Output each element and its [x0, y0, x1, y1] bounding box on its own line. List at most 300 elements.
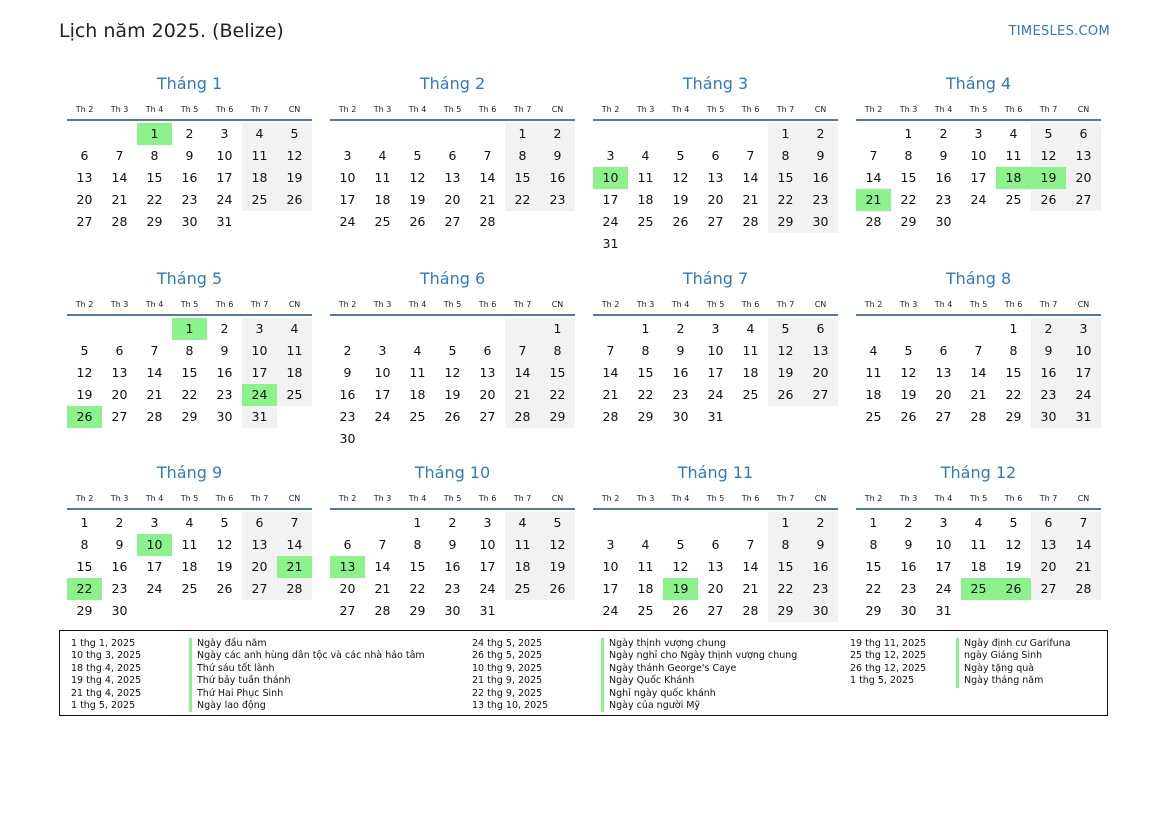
day-cell[interactable]: 18: [865, 387, 882, 402]
day-cell[interactable]: 22: [865, 581, 882, 596]
day-cell[interactable]: 28: [111, 214, 128, 229]
day-cell[interactable]: 8: [150, 148, 159, 163]
day-cell[interactable]: 20: [444, 192, 461, 207]
day-cell[interactable]: 4: [641, 537, 650, 552]
day-cell[interactable]: 7: [378, 537, 387, 552]
day-cell[interactable]: 20: [242, 556, 277, 578]
day-cell[interactable]: 13: [76, 170, 93, 185]
day-cell[interactable]: 11: [865, 365, 882, 380]
day-cell[interactable]: 30: [216, 409, 233, 424]
day-cell[interactable]: 11: [505, 534, 540, 556]
day-cell[interactable]: 24: [602, 603, 619, 618]
day-cell[interactable]: 14: [374, 559, 391, 574]
day-cell[interactable]: 24: [602, 214, 619, 229]
day-cell[interactable]: 27: [444, 214, 461, 229]
day-cell[interactable]: 14: [865, 170, 882, 185]
day-cell[interactable]: 23: [672, 387, 689, 402]
day-cell[interactable]: 27: [803, 384, 838, 406]
day-cell[interactable]: 6: [711, 537, 720, 552]
day-cell[interactable]: 13: [444, 170, 461, 185]
day-cell[interactable]: 4: [1009, 126, 1018, 141]
day-cell[interactable]: 4: [974, 515, 983, 530]
day-cell[interactable]: 8: [768, 534, 803, 556]
day-cell[interactable]: 13: [1066, 145, 1101, 167]
day-cell[interactable]: 12: [1031, 145, 1066, 167]
day-cell[interactable]: 22: [768, 189, 803, 211]
day-cell[interactable]: 11: [742, 343, 759, 358]
day-cell[interactable]: 15: [540, 362, 575, 384]
day-cell[interactable]: 2: [1031, 318, 1066, 340]
day-cell[interactable]: 28: [865, 214, 882, 229]
day-cell[interactable]: 7: [483, 148, 492, 163]
day-cell[interactable]: 8: [641, 343, 650, 358]
day-cell[interactable]: 1: [137, 123, 172, 145]
day-cell[interactable]: 5: [676, 537, 685, 552]
day-cell[interactable]: 25: [242, 189, 277, 211]
day-cell[interactable]: 30: [1031, 406, 1066, 428]
day-cell[interactable]: 8: [505, 145, 540, 167]
day-cell[interactable]: 10: [707, 343, 724, 358]
day-cell[interactable]: 8: [540, 340, 575, 362]
day-cell[interactable]: 14: [277, 534, 312, 556]
day-cell[interactable]: 31: [479, 603, 496, 618]
day-cell[interactable]: 31: [935, 603, 952, 618]
day-cell[interactable]: 4: [641, 148, 650, 163]
day-cell[interactable]: 26: [409, 214, 426, 229]
day-cell[interactable]: 3: [606, 537, 615, 552]
day-cell[interactable]: 26: [900, 409, 917, 424]
day-cell[interactable]: 6: [711, 148, 720, 163]
day-cell[interactable]: 29: [865, 603, 882, 618]
day-cell[interactable]: 26: [768, 384, 803, 406]
day-cell[interactable]: 9: [676, 343, 685, 358]
day-cell[interactable]: 18: [970, 559, 987, 574]
day-cell[interactable]: 29: [146, 214, 163, 229]
day-cell[interactable]: 22: [540, 384, 575, 406]
day-cell[interactable]: 3: [343, 148, 352, 163]
day-cell[interactable]: 5: [277, 123, 312, 145]
day-cell[interactable]: 14: [479, 170, 496, 185]
day-cell[interactable]: 10: [479, 537, 496, 552]
day-cell[interactable]: 1: [505, 123, 540, 145]
day-cell[interactable]: 23: [935, 192, 952, 207]
day-cell[interactable]: 6: [483, 343, 492, 358]
day-cell[interactable]: 17: [479, 559, 496, 574]
day-cell[interactable]: 3: [483, 515, 492, 530]
day-cell[interactable]: 4: [746, 321, 755, 336]
day-cell[interactable]: 26: [672, 603, 689, 618]
day-cell[interactable]: 28: [505, 406, 540, 428]
day-cell[interactable]: 23: [540, 189, 575, 211]
day-cell[interactable]: 25: [961, 578, 996, 600]
day-cell[interactable]: 31: [242, 406, 277, 428]
day-cell[interactable]: 3: [711, 321, 720, 336]
day-cell[interactable]: 12: [409, 170, 426, 185]
day-cell[interactable]: 11: [409, 365, 426, 380]
day-cell[interactable]: 19: [768, 362, 803, 384]
day-cell[interactable]: 3: [939, 515, 948, 530]
day-cell[interactable]: 10: [374, 365, 391, 380]
day-cell[interactable]: 18: [242, 167, 277, 189]
day-cell[interactable]: 20: [707, 581, 724, 596]
day-cell[interactable]: 6: [115, 343, 124, 358]
day-cell[interactable]: 21: [602, 387, 619, 402]
day-cell[interactable]: 4: [242, 123, 277, 145]
day-cell[interactable]: 1: [768, 512, 803, 534]
day-cell[interactable]: 9: [185, 148, 194, 163]
day-cell[interactable]: 8: [185, 343, 194, 358]
day-cell[interactable]: 18: [637, 192, 654, 207]
day-cell[interactable]: 24: [707, 387, 724, 402]
day-cell[interactable]: 24: [970, 192, 987, 207]
day-cell[interactable]: 15: [768, 167, 803, 189]
day-cell[interactable]: 8: [904, 148, 913, 163]
day-cell[interactable]: 28: [277, 578, 312, 600]
day-cell[interactable]: 17: [707, 365, 724, 380]
day-cell[interactable]: 12: [76, 365, 93, 380]
day-cell[interactable]: 23: [803, 578, 838, 600]
day-cell[interactable]: 7: [1066, 512, 1101, 534]
day-cell[interactable]: 12: [444, 365, 461, 380]
day-cell[interactable]: 9: [448, 537, 457, 552]
day-cell[interactable]: 3: [220, 126, 229, 141]
day-cell[interactable]: 5: [904, 343, 913, 358]
day-cell[interactable]: 29: [540, 406, 575, 428]
day-cell[interactable]: 27: [707, 214, 724, 229]
day-cell[interactable]: 19: [216, 559, 233, 574]
day-cell[interactable]: 14: [742, 559, 759, 574]
day-cell[interactable]: 24: [1066, 384, 1101, 406]
day-cell[interactable]: 18: [742, 365, 759, 380]
day-cell[interactable]: 7: [606, 343, 615, 358]
day-cell[interactable]: 5: [220, 515, 229, 530]
day-cell[interactable]: 9: [115, 537, 124, 552]
day-cell[interactable]: 12: [672, 170, 689, 185]
day-cell[interactable]: 14: [1066, 534, 1101, 556]
day-cell[interactable]: 21: [742, 581, 759, 596]
day-cell[interactable]: 10: [339, 170, 356, 185]
day-cell[interactable]: 21: [505, 384, 540, 406]
day-cell[interactable]: 14: [742, 170, 759, 185]
day-cell[interactable]: 9: [220, 343, 229, 358]
day-cell[interactable]: 12: [216, 537, 233, 552]
day-cell[interactable]: 4: [277, 318, 312, 340]
day-cell[interactable]: 13: [330, 556, 365, 578]
day-cell[interactable]: 30: [803, 211, 838, 233]
day-cell[interactable]: 19: [1005, 559, 1022, 574]
day-cell[interactable]: 11: [374, 170, 391, 185]
day-cell[interactable]: 27: [1031, 578, 1066, 600]
day-cell[interactable]: 25: [409, 409, 426, 424]
day-cell[interactable]: 15: [505, 167, 540, 189]
day-cell[interactable]: 2: [939, 126, 948, 141]
day-cell[interactable]: 24: [146, 581, 163, 596]
day-cell[interactable]: 7: [869, 148, 878, 163]
day-cell[interactable]: 16: [803, 556, 838, 578]
day-cell[interactable]: 4: [413, 343, 422, 358]
day-cell[interactable]: 21: [146, 387, 163, 402]
day-cell[interactable]: 11: [242, 145, 277, 167]
day-cell[interactable]: 25: [637, 603, 654, 618]
day-cell[interactable]: 27: [111, 409, 128, 424]
day-cell[interactable]: 28: [742, 214, 759, 229]
day-cell[interactable]: 26: [672, 214, 689, 229]
day-cell[interactable]: 8: [869, 537, 878, 552]
day-cell[interactable]: 17: [602, 581, 619, 596]
day-cell[interactable]: 19: [663, 578, 698, 600]
day-cell[interactable]: 20: [111, 387, 128, 402]
day-cell[interactable]: 7: [746, 148, 755, 163]
day-cell[interactable]: 8: [80, 537, 89, 552]
day-cell[interactable]: 25: [505, 578, 540, 600]
day-cell[interactable]: 17: [602, 192, 619, 207]
day-cell[interactable]: 1: [641, 321, 650, 336]
day-cell[interactable]: 7: [115, 148, 124, 163]
day-cell[interactable]: 2: [904, 515, 913, 530]
day-cell[interactable]: 24: [216, 192, 233, 207]
day-cell[interactable]: 6: [343, 537, 352, 552]
day-cell[interactable]: 15: [637, 365, 654, 380]
day-cell[interactable]: 18: [409, 387, 426, 402]
day-cell[interactable]: 22: [1005, 387, 1022, 402]
day-cell[interactable]: 9: [803, 145, 838, 167]
day-cell[interactable]: 10: [216, 148, 233, 163]
day-cell[interactable]: 3: [378, 343, 387, 358]
day-cell[interactable]: 12: [672, 559, 689, 574]
day-cell[interactable]: 23: [444, 581, 461, 596]
day-cell[interactable]: 14: [505, 362, 540, 384]
day-cell[interactable]: 21: [1066, 556, 1101, 578]
day-cell[interactable]: 11: [277, 340, 312, 362]
day-cell[interactable]: 8: [413, 537, 422, 552]
day-cell[interactable]: 22: [900, 192, 917, 207]
day-cell[interactable]: 22: [637, 387, 654, 402]
day-cell[interactable]: 1: [869, 515, 878, 530]
day-cell[interactable]: 24: [339, 214, 356, 229]
day-cell[interactable]: 2: [448, 515, 457, 530]
day-cell[interactable]: 2: [220, 321, 229, 336]
day-cell[interactable]: 13: [707, 559, 724, 574]
day-cell[interactable]: 13: [803, 340, 838, 362]
day-cell[interactable]: 6: [1066, 123, 1101, 145]
day-cell[interactable]: 3: [974, 126, 983, 141]
day-cell[interactable]: 22: [768, 578, 803, 600]
day-cell[interactable]: 25: [374, 214, 391, 229]
day-cell[interactable]: 30: [900, 603, 917, 618]
day-cell[interactable]: 25: [637, 214, 654, 229]
day-cell[interactable]: 16: [900, 559, 917, 574]
day-cell[interactable]: 16: [1031, 362, 1066, 384]
day-cell[interactable]: 9: [1031, 340, 1066, 362]
day-cell[interactable]: 23: [900, 581, 917, 596]
day-cell[interactable]: 29: [637, 409, 654, 424]
day-cell[interactable]: 4: [378, 148, 387, 163]
day-cell[interactable]: 21: [111, 192, 128, 207]
day-cell[interactable]: 19: [672, 192, 689, 207]
day-cell[interactable]: 27: [1066, 189, 1101, 211]
day-cell[interactable]: 21: [742, 192, 759, 207]
day-cell[interactable]: 6: [448, 148, 457, 163]
day-cell[interactable]: 1: [80, 515, 89, 530]
day-cell[interactable]: 22: [505, 189, 540, 211]
day-cell[interactable]: 30: [444, 603, 461, 618]
day-cell[interactable]: 1: [904, 126, 913, 141]
day-cell[interactable]: 19: [900, 387, 917, 402]
day-cell[interactable]: 4: [869, 343, 878, 358]
day-cell[interactable]: 4: [505, 512, 540, 534]
day-cell[interactable]: 5: [1031, 123, 1066, 145]
day-cell[interactable]: 28: [970, 409, 987, 424]
day-cell[interactable]: 7: [974, 343, 983, 358]
day-cell[interactable]: 6: [803, 318, 838, 340]
day-cell[interactable]: 17: [339, 192, 356, 207]
day-cell[interactable]: 9: [939, 148, 948, 163]
day-cell[interactable]: 27: [935, 409, 952, 424]
day-cell[interactable]: 21: [856, 189, 891, 211]
day-cell[interactable]: 5: [540, 512, 575, 534]
day-cell[interactable]: 1: [1009, 321, 1018, 336]
day-cell[interactable]: 30: [111, 603, 128, 618]
day-cell[interactable]: 15: [409, 559, 426, 574]
day-cell[interactable]: 21: [970, 387, 987, 402]
day-cell[interactable]: 23: [339, 409, 356, 424]
day-cell[interactable]: 15: [76, 559, 93, 574]
day-cell[interactable]: 15: [146, 170, 163, 185]
day-cell[interactable]: 28: [602, 409, 619, 424]
day-cell[interactable]: 22: [409, 581, 426, 596]
day-cell[interactable]: 26: [996, 578, 1031, 600]
day-cell[interactable]: 20: [803, 362, 838, 384]
day-cell[interactable]: 27: [707, 603, 724, 618]
day-cell[interactable]: 24: [935, 581, 952, 596]
day-cell[interactable]: 18: [996, 167, 1031, 189]
day-cell[interactable]: 28: [479, 214, 496, 229]
day-cell[interactable]: 15: [900, 170, 917, 185]
day-cell[interactable]: 16: [803, 167, 838, 189]
day-cell[interactable]: 31: [216, 214, 233, 229]
day-cell[interactable]: 27: [339, 603, 356, 618]
day-cell[interactable]: 31: [707, 409, 724, 424]
day-cell[interactable]: 16: [540, 167, 575, 189]
day-cell[interactable]: 17: [216, 170, 233, 185]
day-cell[interactable]: 11: [637, 170, 654, 185]
day-cell[interactable]: 28: [146, 409, 163, 424]
day-cell[interactable]: 1: [540, 318, 575, 340]
day-cell[interactable]: 30: [803, 600, 838, 622]
day-cell[interactable]: 11: [1005, 148, 1022, 163]
day-cell[interactable]: 10: [935, 537, 952, 552]
day-cell[interactable]: 29: [1005, 409, 1022, 424]
day-cell[interactable]: 17: [242, 362, 277, 384]
day-cell[interactable]: 18: [374, 192, 391, 207]
day-cell[interactable]: 7: [150, 343, 159, 358]
day-cell[interactable]: 10: [137, 534, 172, 556]
day-cell[interactable]: 16: [672, 365, 689, 380]
day-cell[interactable]: 14: [146, 365, 163, 380]
day-cell[interactable]: 18: [181, 559, 198, 574]
day-cell[interactable]: 29: [76, 603, 93, 618]
day-cell[interactable]: 11: [637, 559, 654, 574]
day-cell[interactable]: 16: [181, 170, 198, 185]
day-cell[interactable]: 2: [803, 512, 838, 534]
day-cell[interactable]: 29: [409, 603, 426, 618]
day-cell[interactable]: 10: [970, 148, 987, 163]
day-cell[interactable]: 18: [505, 556, 540, 578]
day-cell[interactable]: 19: [540, 556, 575, 578]
day-cell[interactable]: 19: [444, 387, 461, 402]
day-cell[interactable]: 27: [242, 578, 277, 600]
day-cell[interactable]: 23: [1031, 384, 1066, 406]
day-cell[interactable]: 13: [707, 170, 724, 185]
day-cell[interactable]: 23: [111, 581, 128, 596]
day-cell[interactable]: 20: [479, 387, 496, 402]
day-cell[interactable]: 16: [111, 559, 128, 574]
day-cell[interactable]: 8: [1009, 343, 1018, 358]
day-cell[interactable]: 17: [970, 170, 987, 185]
day-cell[interactable]: 26: [67, 406, 102, 428]
day-cell[interactable]: 2: [343, 343, 352, 358]
day-cell[interactable]: 13: [935, 365, 952, 380]
day-cell[interactable]: 30: [181, 214, 198, 229]
day-cell[interactable]: 3: [242, 318, 277, 340]
day-cell[interactable]: 13: [1031, 534, 1066, 556]
day-cell[interactable]: 14: [111, 170, 128, 185]
day-cell[interactable]: 20: [339, 581, 356, 596]
day-cell[interactable]: 10: [1066, 340, 1101, 362]
day-cell[interactable]: 15: [1005, 365, 1022, 380]
day-cell[interactable]: 14: [970, 365, 987, 380]
day-cell[interactable]: 3: [606, 148, 615, 163]
day-cell[interactable]: 9: [904, 537, 913, 552]
day-cell[interactable]: 7: [277, 512, 312, 534]
day-cell[interactable]: 1: [768, 123, 803, 145]
day-cell[interactable]: 30: [339, 431, 356, 446]
day-cell[interactable]: 25: [277, 384, 312, 406]
day-cell[interactable]: 25: [742, 387, 759, 402]
day-cell[interactable]: 9: [803, 534, 838, 556]
day-cell[interactable]: 30: [672, 409, 689, 424]
day-cell[interactable]: 25: [1005, 192, 1022, 207]
day-cell[interactable]: 15: [768, 556, 803, 578]
day-cell[interactable]: 19: [409, 192, 426, 207]
day-cell[interactable]: 3: [1066, 318, 1101, 340]
day-cell[interactable]: 23: [803, 189, 838, 211]
day-cell[interactable]: 6: [80, 148, 89, 163]
day-cell[interactable]: 14: [602, 365, 619, 380]
day-cell[interactable]: 11: [970, 537, 987, 552]
day-cell[interactable]: 20: [76, 192, 93, 207]
day-cell[interactable]: 26: [1031, 189, 1066, 211]
day-cell[interactable]: 1: [413, 515, 422, 530]
day-cell[interactable]: 22: [181, 387, 198, 402]
day-cell[interactable]: 2: [803, 123, 838, 145]
day-cell[interactable]: 15: [181, 365, 198, 380]
day-cell[interactable]: 5: [448, 343, 457, 358]
day-cell[interactable]: 19: [1031, 167, 1066, 189]
day-cell[interactable]: 25: [865, 409, 882, 424]
day-cell[interactable]: 3: [150, 515, 159, 530]
day-cell[interactable]: 13: [479, 365, 496, 380]
day-cell[interactable]: 16: [444, 559, 461, 574]
day-cell[interactable]: 6: [242, 512, 277, 534]
day-cell[interactable]: 12: [1005, 537, 1022, 552]
day-cell[interactable]: 28: [374, 603, 391, 618]
day-cell[interactable]: 6: [939, 343, 948, 358]
day-cell[interactable]: 13: [242, 534, 277, 556]
day-cell[interactable]: 30: [935, 214, 952, 229]
day-cell[interactable]: 8: [768, 145, 803, 167]
day-cell[interactable]: 5: [1009, 515, 1018, 530]
